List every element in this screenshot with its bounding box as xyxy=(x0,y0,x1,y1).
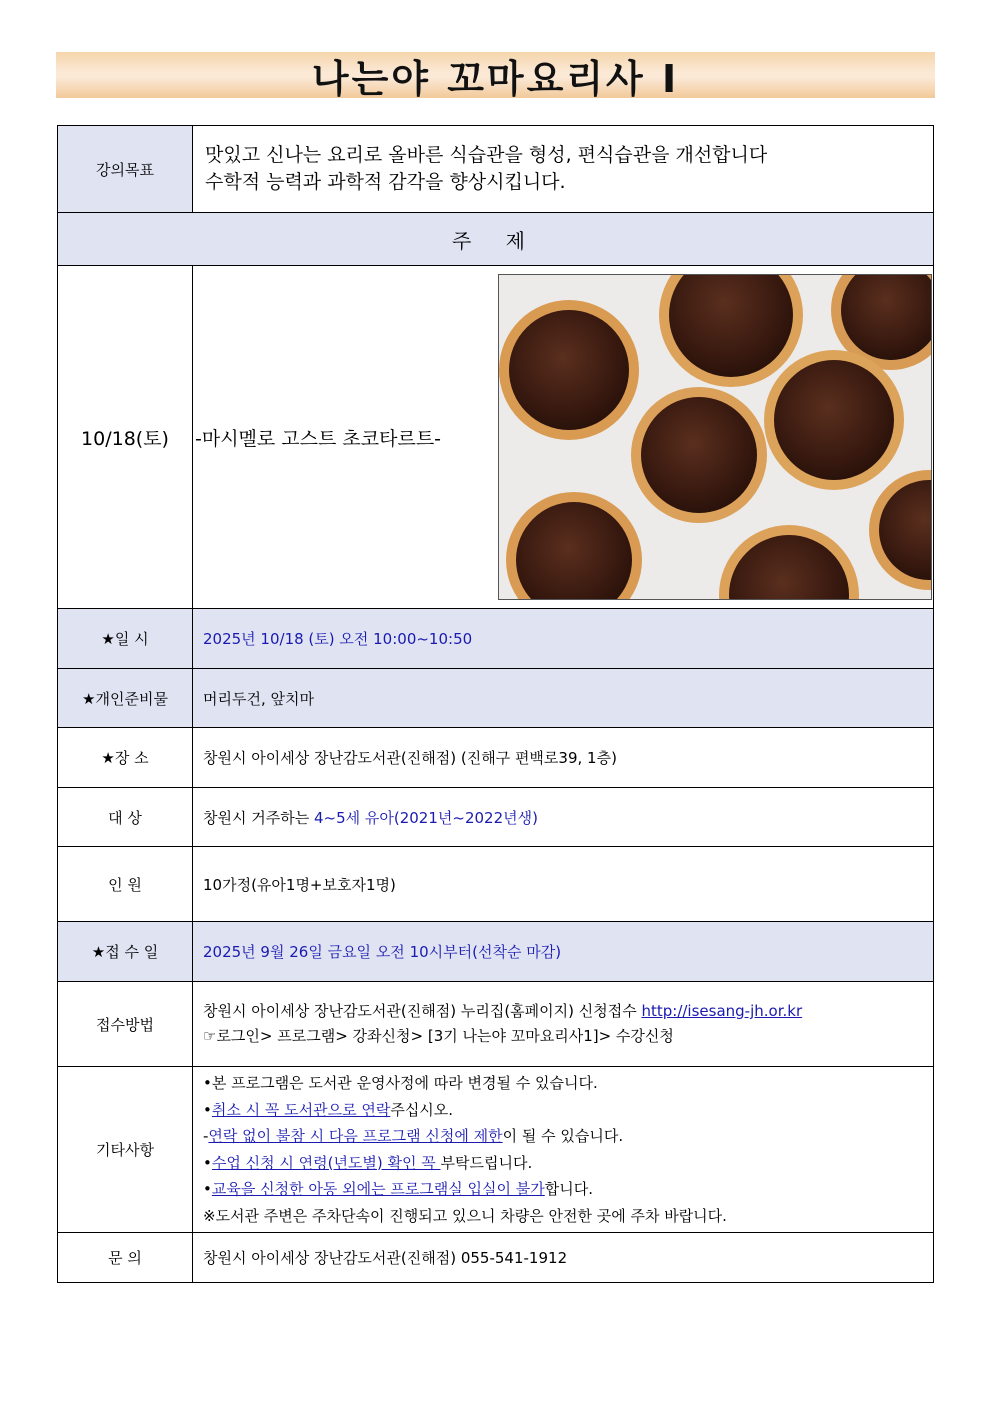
title-banner xyxy=(56,52,935,101)
lesson-date: 10/18(토) xyxy=(58,266,193,609)
goal-line-1: 맛있고 신나는 요리로 올바른 식습관을 형성, 편식습관을 개선합니다 xyxy=(205,144,768,166)
etc-note-2: •취소 시 꼭 도서관으로 연락주십시오. xyxy=(203,1100,454,1119)
homepage-link[interactable]: http://isesang-jh.or.kr xyxy=(641,1002,803,1020)
etc-note-3: -연락 없이 불참 시 다음 프로그램 신청에 제한이 될 수 있습니다. xyxy=(203,1127,624,1145)
etc-row xyxy=(58,1067,934,1233)
people-label: 인 원 xyxy=(58,847,193,922)
method-row xyxy=(58,982,934,1067)
etc-note-4: •수업 신청 시 연령(년도별) 확인 꼭 부탁드립니다. xyxy=(203,1153,533,1172)
lesson-cell xyxy=(193,266,934,609)
tart-4 xyxy=(764,350,904,490)
topic-header-row xyxy=(58,213,934,266)
people-value: 10가정(유아1명+보호자1명) xyxy=(193,847,934,922)
goal-text xyxy=(193,126,934,213)
method-line-2: ☞로그인> 프로그램> 강좌신청> [3기 나는야 꼬마요리사1]> 수강신청 xyxy=(203,1027,674,1045)
topic-header: 주 제 xyxy=(58,213,934,266)
goal-label: 강의목표 xyxy=(58,126,193,213)
datetime-label: ★일 시 xyxy=(58,609,193,669)
tart-1 xyxy=(499,300,639,440)
reception-date-label: ★접 수 일 xyxy=(58,922,193,982)
people-row xyxy=(58,847,934,922)
place-label: ★장 소 xyxy=(58,728,193,788)
reception-date-value: 2025년 9월 26일 금요일 오전 10시부터(선착순 마감) xyxy=(193,922,934,982)
place-value: 창원시 아이세상 장난감도서관(진해점) (진해구 편백로39, 1층) xyxy=(193,728,934,788)
target-row xyxy=(58,788,934,847)
supplies-value: 머리두건, 앞치마 xyxy=(193,669,934,728)
contact-row xyxy=(58,1233,934,1283)
lesson-row xyxy=(58,266,934,609)
goal-row xyxy=(58,126,934,213)
lesson-name: -마시멜로 고스트 초코타르트- xyxy=(195,427,442,450)
chocolate-tart-photo xyxy=(498,274,932,600)
datetime-value: 2025년 10/18 (토) 오전 10:00~10:50 xyxy=(193,609,934,669)
method-label: 접수방법 xyxy=(58,982,193,1067)
program-table xyxy=(57,125,934,1283)
etc-notes xyxy=(193,1067,934,1233)
supplies-row xyxy=(58,669,934,728)
etc-note-5: •교육을 신청한 아동 외에는 프로그램실 입실이 불가합니다. xyxy=(203,1180,594,1198)
etc-note-6: ※도서관 주변은 주차단속이 진행되고 있으니 차량은 안전한 곳에 주차 바랍니다. xyxy=(203,1206,727,1225)
tart-5 xyxy=(631,387,767,523)
datetime-row xyxy=(58,609,934,669)
etc-label: 기타사항 xyxy=(58,1067,193,1233)
contact-label: 문 의 xyxy=(58,1233,193,1283)
page-title: 나는야 꼬마요리사 Ⅰ xyxy=(311,56,680,101)
method-line-1: 창원시 아이세상 장난감도서관(진해점) 누리집(홈페이지) 신청접수 xyxy=(203,1002,642,1020)
target-label: 대 상 xyxy=(58,788,193,847)
tart-illustration xyxy=(499,275,931,599)
contact-value: 창원시 아이세상 장난감도서관(진해점) 055-541-1912 xyxy=(193,1233,934,1283)
supplies-label: ★개인준비물 xyxy=(58,669,193,728)
place-row xyxy=(58,728,934,788)
etc-note-1: •본 프로그램은 도서관 운영사정에 따라 변경될 수 있습니다. xyxy=(203,1074,598,1092)
target-value xyxy=(193,788,934,847)
target-age: 4~5세 유아(2021년~2022년생) xyxy=(313,808,538,827)
goal-line-2: 수학적 능력과 과학적 감각을 향상시킵니다. xyxy=(205,171,566,193)
method-value xyxy=(193,982,934,1067)
reception-date-row xyxy=(58,922,934,982)
target-prefix: 창원시 거주하는 xyxy=(203,808,314,827)
